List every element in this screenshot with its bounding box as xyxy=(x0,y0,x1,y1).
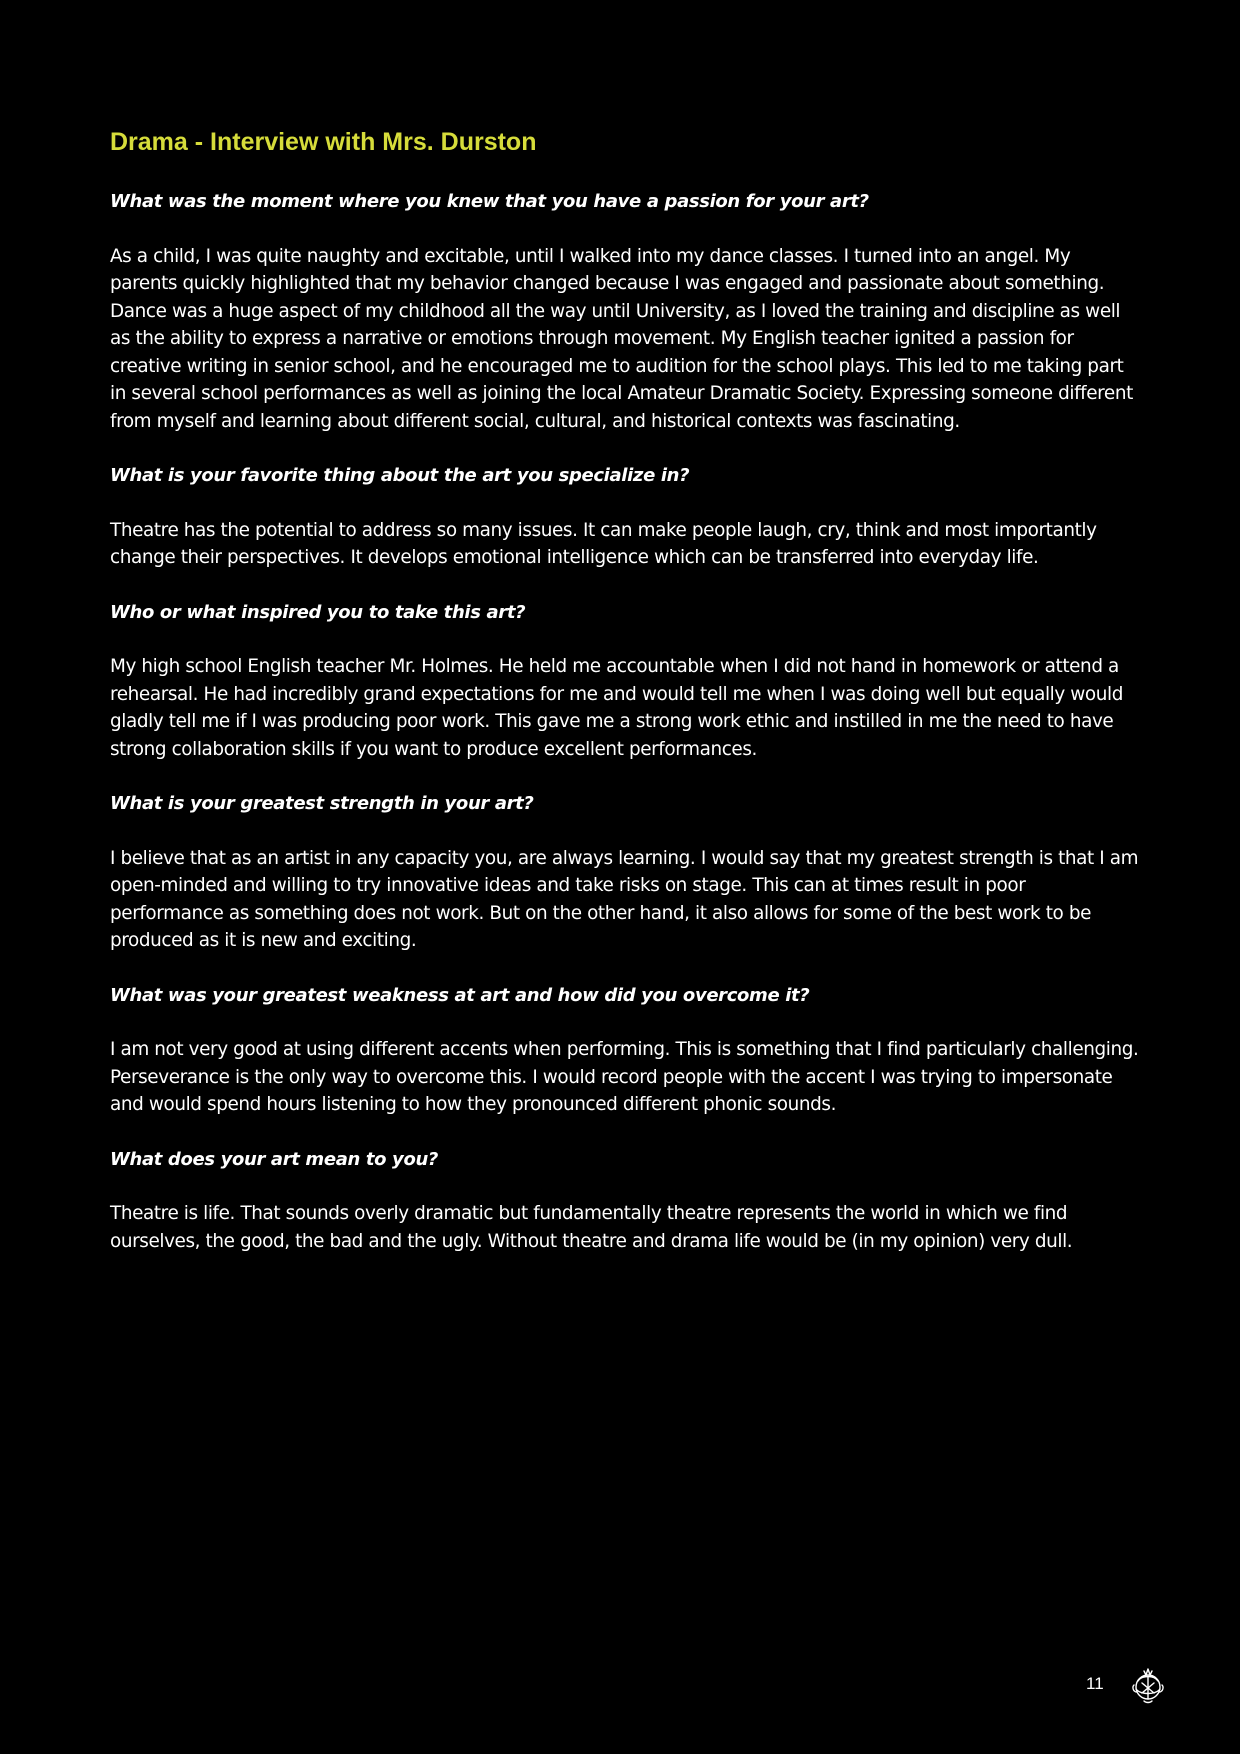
qa-item xyxy=(110,1146,1140,1256)
qa-item xyxy=(110,982,1140,1119)
qa-item xyxy=(110,790,1140,955)
page-title: Drama - Interview with Mrs. Durston xyxy=(110,128,537,156)
answer-text: As a child, I was quite naughty and excitable, until I walked into my dance classes. I turned into an angel. My parents quickly highlighted that my behavior changed because I was engaged and passionate about something. Dance was a huge aspect of my childhood all the way until University, as I loved the training and discipline as well as the ability to express a narrative or emotions through movement. My English teacher ignited a passion for creative writing in senior school, and he encouraged me to audition for the school plays. This led to me taking part in several school performances as well as joining the local Amateur Dramatic Society. Expressing someone different from myself and learning about different social, cultural, and historical contexts was fascinating. xyxy=(110,245,1133,432)
answer-text: I am not very good at using different accents when performing. This is something that I find particularly challenging. Perseverance is the only way to overcome this. I would record people with the accent I was trying to impersonate and would spend hours listening to how they pronounced different phonic sounds. xyxy=(110,1039,1139,1115)
question-text: What was the moment where you knew that you have a passion for your art? xyxy=(110,191,869,212)
question-text: What is your greatest strength in your art? xyxy=(110,793,534,814)
question-text: What was your greatest weakness at art and how did you overcome it? xyxy=(110,984,810,1006)
answer-text: Theatre is life. That sounds overly dramatic but fundamentally theatre represents the world in which we find ourselves, the good, the bad and the ugly. Without theatre and drama life would be (in my opinion) very dull. xyxy=(110,1203,1073,1252)
qa-item xyxy=(110,462,1140,572)
school-crest-icon xyxy=(1130,1665,1166,1705)
answer-text: I believe that as an artist in any capacity you, are always learning. I would say that my greatest strength is that I am open-minded and willing to try innovative ideas and take risks on stage. This can at times result in poor performance as something does not work. But on the other hand, it also allows for some of the best work to be produced as it is new and exciting. xyxy=(110,847,1139,951)
qa-item xyxy=(110,188,1140,435)
question-text: Who or what inspired you to take this art? xyxy=(110,601,526,623)
qa-item xyxy=(110,599,1140,764)
question-text: What is your favorite thing about the art you specialize in? xyxy=(110,465,690,486)
answer-text: My high school English teacher Mr. Holmes. He held me accountable when I did not hand in homework or attend a rehearsal. He had incredibly grand expectations for me and would tell me when I was doing well but equally would gladly tell me if I was producing poor work. This gave me a strong work ethic and instilled in me the need to have strong collaboration skills if you want to produce excellent performances. xyxy=(110,656,1124,760)
question-text: What does your art mean to you? xyxy=(110,1148,439,1170)
answer-text: Theatre has the potential to address so many issues. It can make people laugh, cry, think and most importantly change their perspectives. It develops emotional intelligence which can be transferred into everyday life. xyxy=(110,519,1097,568)
page-number: 11 xyxy=(1086,1674,1104,1693)
page-content xyxy=(110,126,1140,1282)
